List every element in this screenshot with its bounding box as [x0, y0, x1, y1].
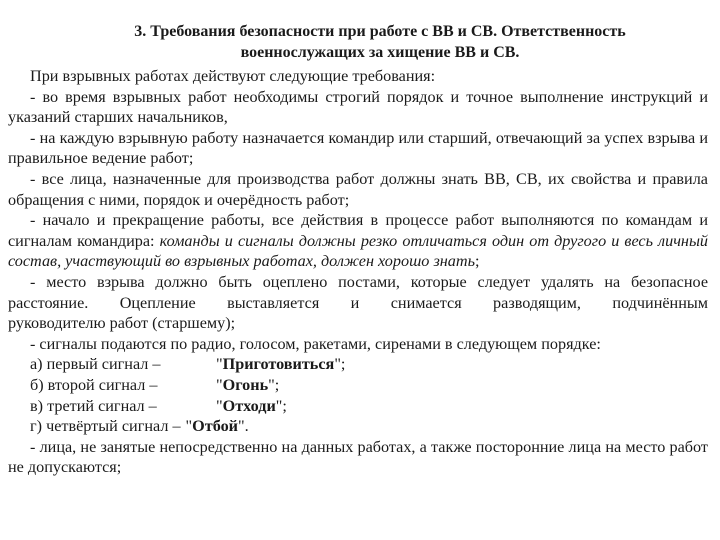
commands-end: ;	[474, 252, 480, 271]
quote-open: "	[216, 396, 223, 415]
signal-label: г) четвёртый сигнал –	[30, 417, 181, 436]
requirement-signals: - сигналы подаются по радио, голосом, ракетами, сиренами в следующем порядке:	[30, 334, 601, 353]
quote-open: "	[216, 375, 223, 394]
signal-third	[8, 396, 708, 417]
signal-label: в) третий сигнал –	[30, 396, 157, 415]
signal-value: Отходи	[222, 396, 276, 415]
requirement-commands	[8, 210, 708, 272]
heading-line-2: военнослужащих за хищение ВВ и СВ.	[240, 44, 520, 61]
requirement-cordon	[8, 272, 708, 334]
quote-close: ".	[238, 417, 249, 436]
signal-value: Огонь	[222, 375, 269, 394]
signal-label: а) первый сигнал –	[30, 355, 161, 374]
quote-open: "	[216, 355, 223, 374]
requirement-commander: - на каждую взрывную работу назначается командир или старший, отвечающий за успех взрыва и правильное ведение работ;	[8, 128, 708, 168]
signal-value: Отбой	[192, 417, 238, 436]
cordon-line-2: расстояние. Оцепление выставляется и снимается разводящим, подчинённым	[8, 293, 708, 312]
cordon-line-1: - место взрыва должно быть оцеплено постами, которые следует удалять на безопасное	[30, 272, 708, 291]
quote-close: ";	[275, 396, 287, 415]
signal-second	[8, 375, 708, 396]
section-heading	[60, 21, 700, 63]
cordon-line-3: руководителю работ (старшему);	[8, 314, 236, 333]
signal-first	[8, 354, 708, 375]
requirement-personnel-knowledge: - все лица, назначенные для производства работ должны знать ВВ, СВ, их свойства и правила обращения с ними, порядок и очерёдность работ;	[8, 169, 708, 209]
requirement-outsiders: - лица, не занятые непосредственно на данных работах, а также посторонние лица на место работ не допускаются;	[8, 437, 708, 477]
commands-text: - начало и прекращение работы, все действия в процессе работ выполняются по командам и сигналам командира:	[8, 211, 708, 250]
signal-value: Приготовиться	[222, 355, 335, 374]
quote-open: "	[185, 417, 193, 436]
quote-close: ";	[268, 375, 280, 394]
signal-label: б) второй сигнал –	[30, 375, 158, 394]
intro-paragraph: При взрывных работах действуют следующие требования:	[30, 67, 436, 85]
document-body	[8, 66, 708, 478]
quote-close: ";	[334, 355, 346, 374]
requirement-order: - во время взрывных работ необходимы строгий порядок и точное выполнение инструкций и указаний старших начальников,	[8, 87, 708, 127]
commands-emphasis: команды и сигналы должны резко отличаться один от другого и весь личный состав, участвующий во взрывных работах, должен хорошо знать	[8, 231, 709, 271]
heading-line-1: 3. Требования безопасности при работе с ВВ и СВ. Ответственность	[134, 23, 626, 40]
signal-fourth	[8, 416, 708, 437]
